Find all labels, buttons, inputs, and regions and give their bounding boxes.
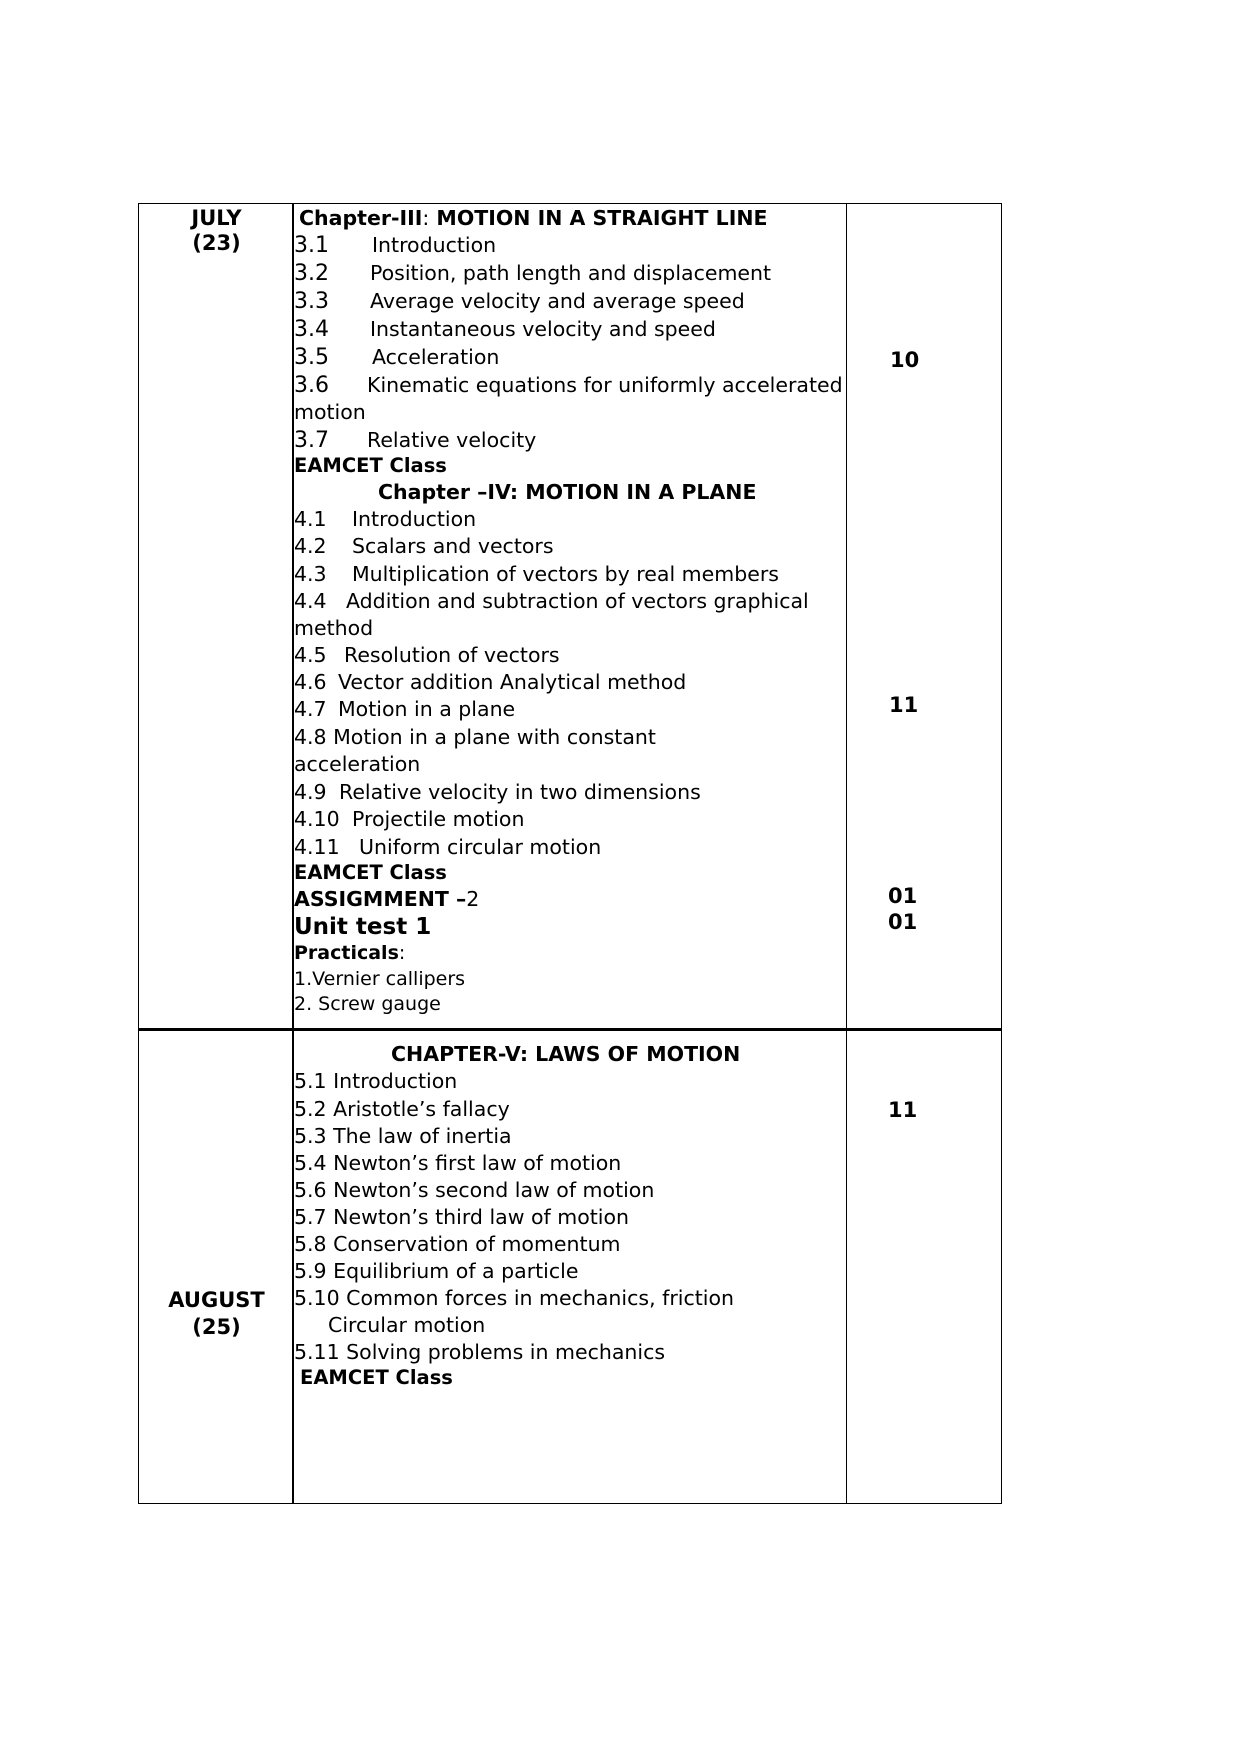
- chapter-4-heading: Chapter –IV: MOTION IN A PLANE: [378, 480, 757, 504]
- periods-ch4: 11: [889, 693, 919, 717]
- list-item: acceleration: [294, 752, 421, 776]
- periods-assignment: 01: [888, 884, 918, 908]
- content-cell: [292, 203, 847, 1029]
- list-item: 4.6 Vector addition Analytical method: [294, 670, 687, 694]
- practicals-heading: Practicals:: [294, 942, 406, 964]
- practical-item: 1.Vernier callipers: [294, 968, 466, 990]
- assignment-label: ASSIGMMENT –2: [294, 887, 480, 911]
- periods-cell: [846, 1031, 1002, 1504]
- list-item: method: [294, 616, 374, 640]
- unit-test-label: Unit test 1: [294, 914, 432, 940]
- list-item: 5.7 Newton’s third law of motion: [294, 1205, 630, 1229]
- list-item: 3.4 Instantaneous velocity and speed: [294, 317, 716, 342]
- eamcet-class-label: EAMCET Class: [300, 1366, 453, 1389]
- list-item: 4.8 Motion in a plane with constant: [294, 725, 656, 749]
- syllabus-table: [138, 203, 1002, 1504]
- periods-ch3: 10: [890, 348, 920, 372]
- list-item: 4.5 Resolution of vectors: [294, 643, 560, 667]
- list-item: 3.2 Position, path length and displacement: [294, 261, 772, 286]
- list-item: 3.5 Acceleration: [294, 345, 500, 370]
- list-item: motion: [294, 400, 366, 424]
- list-item: 5.3 The law of inertia: [294, 1124, 512, 1148]
- periods-ch5: 11: [888, 1098, 918, 1122]
- month-cell: [138, 203, 293, 1029]
- list-item: 5.2 Aristotle’s fallacy: [294, 1097, 510, 1121]
- list-item: Circular motion: [328, 1313, 486, 1337]
- periods-unit-test: 01: [888, 910, 918, 934]
- list-item: 3.3 Average velocity and average speed: [294, 289, 745, 314]
- list-item: 5.10 Common forces in mechanics, friction: [294, 1286, 734, 1310]
- month-name: JULY: [191, 206, 242, 230]
- list-item: 5.6 Newton’s second law of motion: [294, 1178, 655, 1202]
- month-cell: [138, 1031, 293, 1504]
- chapter-5-heading: CHAPTER-V: LAWS OF MOTION: [391, 1042, 741, 1066]
- chapter-3-heading: Chapter-III: MOTION IN A STRAIGHT LINE: [299, 206, 768, 230]
- content-cell: [292, 1031, 847, 1504]
- table-row-august: [138, 1031, 1002, 1504]
- month-name: AUGUST: [168, 1288, 265, 1312]
- list-item: 4.11 Uniform circular motion: [294, 835, 602, 859]
- table-row-july: [138, 203, 1002, 1031]
- list-item: 4.10 Projectile motion: [294, 807, 525, 831]
- list-item: 3.6 Kinematic equations for uniformly accelerated: [294, 373, 843, 398]
- list-item: 5.11 Solving problems in mechanics: [294, 1340, 666, 1364]
- month-days: (25): [192, 1315, 241, 1339]
- list-item: 4.4 Addition and subtraction of vectors graphical: [294, 589, 809, 613]
- practical-item: 2. Screw gauge: [294, 993, 441, 1015]
- list-item: 3.7 Relative velocity: [294, 428, 537, 453]
- month-days: (23): [192, 231, 241, 255]
- list-item: 4.2 Scalars and vectors: [294, 534, 554, 558]
- eamcet-class-label: EAMCET Class: [294, 861, 447, 884]
- list-item: 4.7 Motion in a plane: [294, 697, 516, 721]
- list-item: 4.1 Introduction: [294, 507, 477, 531]
- list-item: 5.8 Conservation of momentum: [294, 1232, 621, 1256]
- list-item: 4.9 Relative velocity in two dimensions: [294, 780, 701, 804]
- list-item: 5.1 Introduction: [294, 1069, 458, 1093]
- periods-cell: [846, 203, 1002, 1029]
- eamcet-class-label: EAMCET Class: [294, 454, 447, 477]
- list-item: 4.3 Multiplication of vectors by real members: [294, 562, 779, 586]
- list-item: 5.9 Equilibrium of a particle: [294, 1259, 579, 1283]
- list-item: 3.1 Introduction: [294, 233, 497, 258]
- list-item: 5.4 Newton’s first law of motion: [294, 1151, 622, 1175]
